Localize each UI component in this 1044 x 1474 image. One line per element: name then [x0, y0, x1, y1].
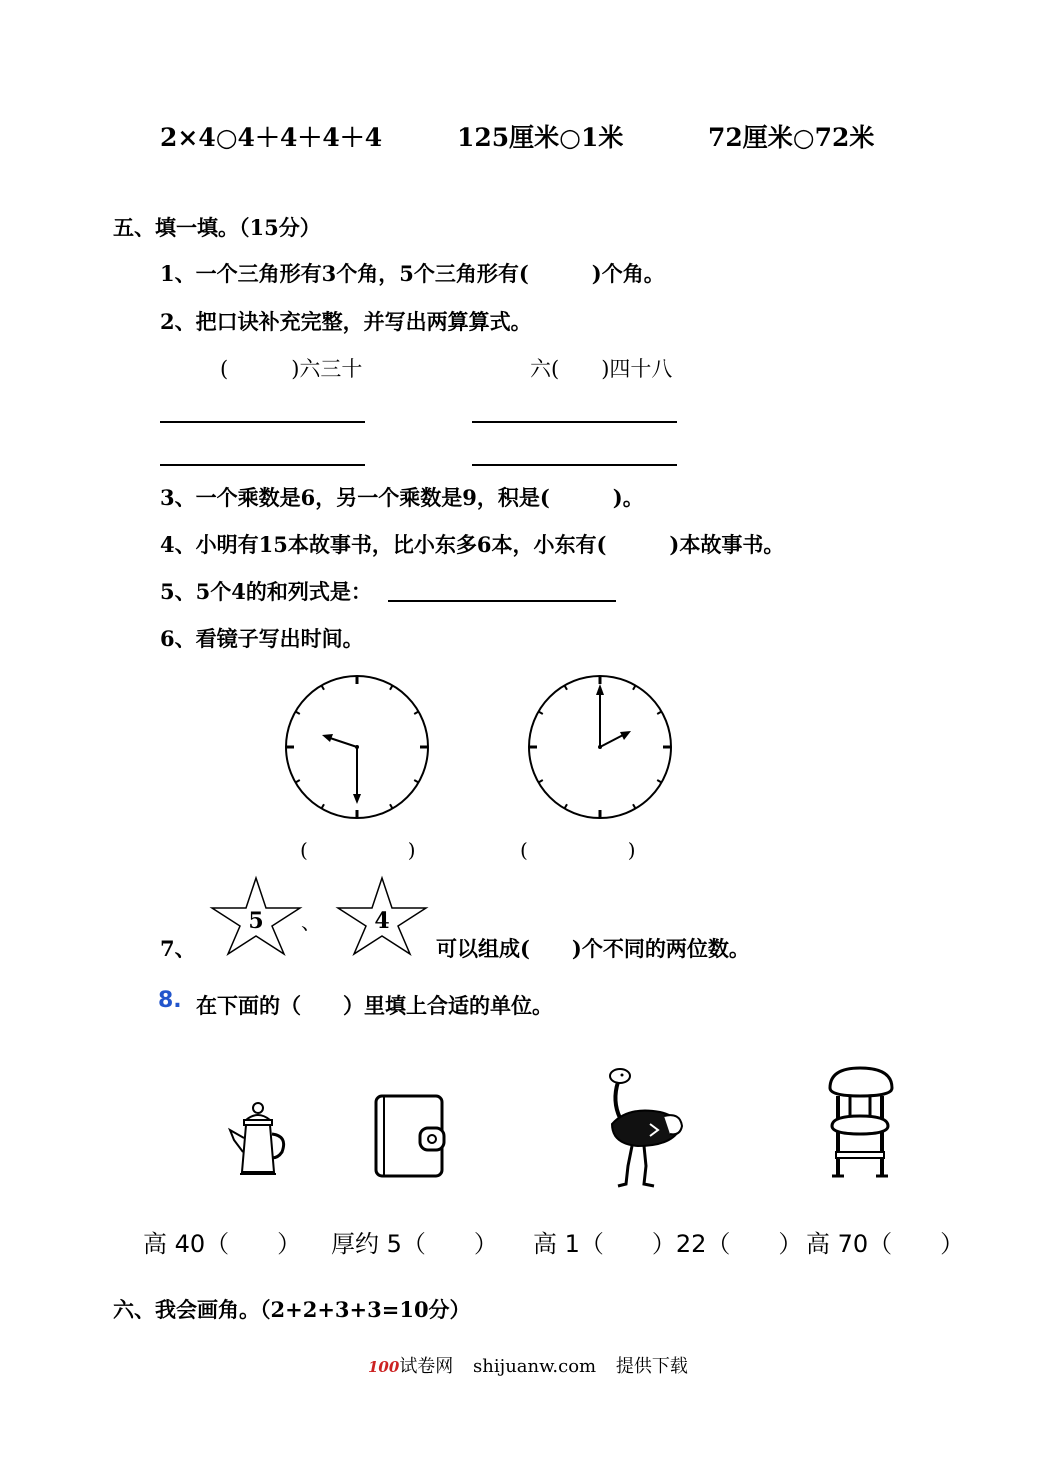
clock-face-icon — [525, 672, 675, 822]
site-logo: 100 — [368, 1358, 400, 1376]
question-7-text: 可以组成( )个不同的两位数。 — [436, 936, 750, 961]
ostrich-icon — [598, 1066, 688, 1190]
question-1: 1、一个三角形有3个角，5个三角形有( )个角。 — [160, 261, 665, 286]
wallet-icon — [372, 1092, 446, 1180]
star-icon — [208, 876, 304, 956]
question-3: 3、一个乘数是6，另一个乘数是9，积是( )。 — [160, 485, 644, 510]
star-number: 5 — [248, 908, 264, 934]
star-number: 4 — [374, 908, 390, 934]
answer-line — [160, 421, 365, 423]
question-2-right-blank: 六( )四十八 — [530, 357, 673, 381]
compare-item-3: 72厘米○72米 — [708, 123, 875, 152]
footer-tail: 提供下载 — [615, 1356, 688, 1377]
question-6: 6、看镜子写出时间。 — [160, 626, 364, 651]
unit-label-stool: 高 70（ ） — [806, 1230, 965, 1258]
answer-line — [472, 464, 677, 466]
unit-label-teapot: 高 40（ ） — [143, 1230, 302, 1258]
teapot-icon — [226, 1100, 290, 1180]
unit-label-wallet: 厚约 5（ ） — [331, 1230, 498, 1258]
footer-site-name: 试卷网 — [399, 1356, 454, 1377]
question-2-left-blank: ( )六三十 — [220, 357, 363, 381]
star-icon — [334, 876, 430, 956]
separator: 、 — [301, 910, 321, 934]
unit-label-ostrich: 高 1（ ）22（ ） — [533, 1230, 803, 1258]
section5-title: 五、填一填。（15分） — [113, 215, 321, 240]
question-5: 5、5个4的和列式是： — [160, 579, 372, 604]
compare-item-1: 2×4○4＋4＋4＋4 — [160, 123, 383, 152]
question-7-number: 7、 — [160, 936, 196, 961]
question-2: 2、把口诀补充完整，并写出两算算式。 — [160, 309, 532, 334]
answer-line — [388, 600, 616, 602]
section6-title: 六、我会画角。（2+2+3+3=10分） — [113, 1297, 471, 1322]
clock-answer-blank-1: ( ) — [300, 838, 416, 862]
footer — [368, 1352, 688, 1378]
compare-item-2: 125厘米○1米 — [457, 123, 624, 152]
question-8-number: 8. — [158, 988, 182, 1013]
clock-answer-blank-2: ( ) — [520, 838, 636, 862]
question-4: 4、小明有15本故事书，比小东多6本，小东有( )本故事书。 — [160, 532, 785, 557]
stool-icon — [822, 1064, 898, 1182]
clock-face-icon — [282, 672, 432, 822]
answer-line — [160, 464, 365, 466]
answer-line — [472, 421, 677, 423]
footer-url[interactable]: shijuanw.com — [473, 1356, 597, 1377]
question-8-text: 在下面的（ ）里填上合适的单位。 — [196, 993, 553, 1018]
